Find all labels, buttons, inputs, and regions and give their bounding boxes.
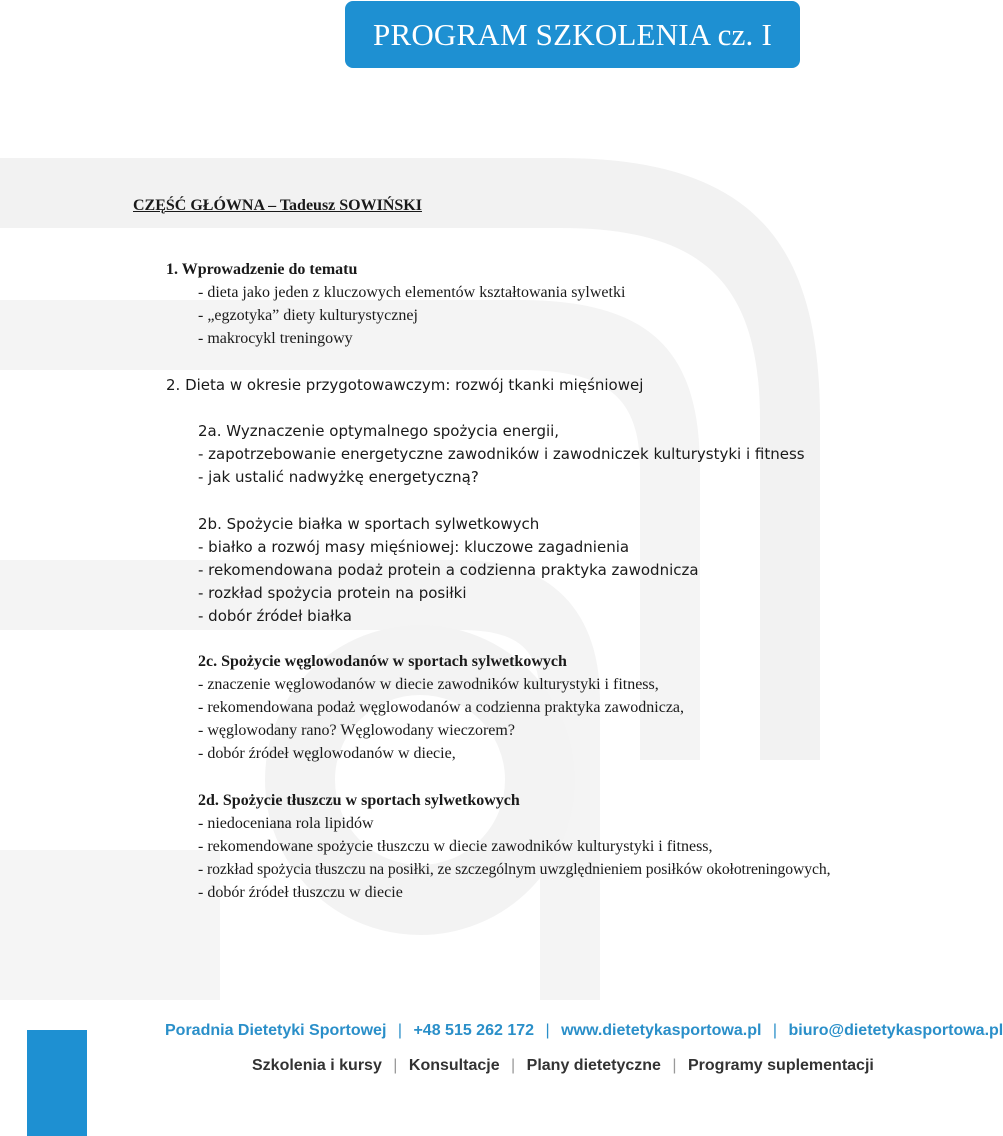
- item-2c-line: - węglowodany rano? Węglowodany wieczorem?: [198, 722, 515, 739]
- item-2b-title: 2b. Spożycie białka w sportach sylwetkowych: [198, 515, 540, 533]
- item-2b-line: - dobór źródeł białka: [198, 607, 352, 625]
- footer-website-link[interactable]: www.dietetykasportowa.pl: [561, 1022, 762, 1039]
- footer-separator: |: [511, 1057, 516, 1074]
- item-2c-line: - znaczenie węglowodanów w diecie zawodników kulturystyki i fitness,: [198, 676, 659, 693]
- item-1-title: 1. Wprowadzenie do tematu: [166, 261, 358, 278]
- footer-service: Plany dietetyczne: [526, 1057, 661, 1074]
- item-2d-line: - niedoceniana rola lipidów: [198, 815, 374, 832]
- item-2c-line: - rekomendowana podaż węglowodanów a codzienna praktyka zawodnicza,: [198, 699, 685, 716]
- item-2b-line: - białko a rozwój masy mięśniowej: kluczowe zagadnienia: [198, 538, 630, 556]
- item-2d-line: - dobór źródeł tłuszczu w diecie: [198, 884, 403, 901]
- item-2d-line: - rozkład spożycia tłuszczu na posiłki, ze szczególnym uwzględnieniem posiłków okołotreningowych,: [198, 861, 831, 878]
- footer-separator: |: [772, 1022, 778, 1039]
- section-heading: CZĘŚĆ GŁÓWNA – Tadeusz SOWIŃSKI: [133, 197, 422, 214]
- footer-email-link[interactable]: biuro@dietetykasportowa.pl: [788, 1022, 1003, 1039]
- footer-separator: |: [672, 1057, 677, 1074]
- item-2-title: 2. Dieta w okresie przygotowawczym: rozwój tkanki mięśniowej: [166, 376, 644, 394]
- footer: [0, 1010, 1003, 1136]
- footer-services-row: [252, 1057, 874, 1075]
- item-2a-line: - jak ustalić nadwyżkę energetyczną?: [198, 468, 479, 486]
- item-1-line: - „egzotyka” diety kulturystycznej: [198, 307, 418, 324]
- item-2a-title: 2a. Wyznaczenie optymalnego spożycia energii,: [198, 422, 560, 440]
- footer-service: Programy suplementacji: [688, 1057, 874, 1074]
- footer-separator: |: [397, 1022, 402, 1039]
- page-title: PROGRAM SZKOLENIA cz. I: [373, 16, 772, 52]
- footer-service: Szkolenia i kursy: [252, 1057, 382, 1074]
- footer-service: Konsultacje: [408, 1057, 500, 1074]
- item-2c-line: - dobór źródeł węglowodanów w diecie,: [198, 745, 456, 762]
- item-1-line: - dieta jako jeden z kluczowych elementów kształtowania sylwetki: [198, 284, 626, 301]
- item-2d-title: 2d. Spożycie tłuszczu w sportach sylwetkowych: [198, 792, 520, 809]
- item-2d-line: - rekomendowane spożycie tłuszczu w diecie zawodników kulturystyki i fitness,: [198, 838, 713, 855]
- item-2a-line: - zapotrzebowanie energetyczne zawodników i zawodniczek kulturystyki i fitness: [198, 445, 805, 463]
- item-2b-line: - rozkład spożycia protein na posiłki: [198, 584, 467, 602]
- brand-square-icon: [27, 1030, 87, 1136]
- item-1-line: - makrocykl treningowy: [198, 330, 353, 347]
- footer-separator: |: [393, 1057, 398, 1074]
- item-2c-title: 2c. Spożycie węglowodanów w sportach sylwetkowych: [198, 653, 567, 670]
- footer-phone[interactable]: +48 515 262 172: [413, 1022, 535, 1039]
- footer-separator: |: [545, 1022, 550, 1039]
- footer-contact-row: [165, 1022, 1003, 1040]
- footer-org-name: Poradnia Dietetyki Sportowej: [165, 1022, 387, 1039]
- title-banner: [345, 1, 800, 68]
- item-2b-line: - rekomendowana podaż protein a codzienna praktyka zawodnicza: [198, 561, 699, 579]
